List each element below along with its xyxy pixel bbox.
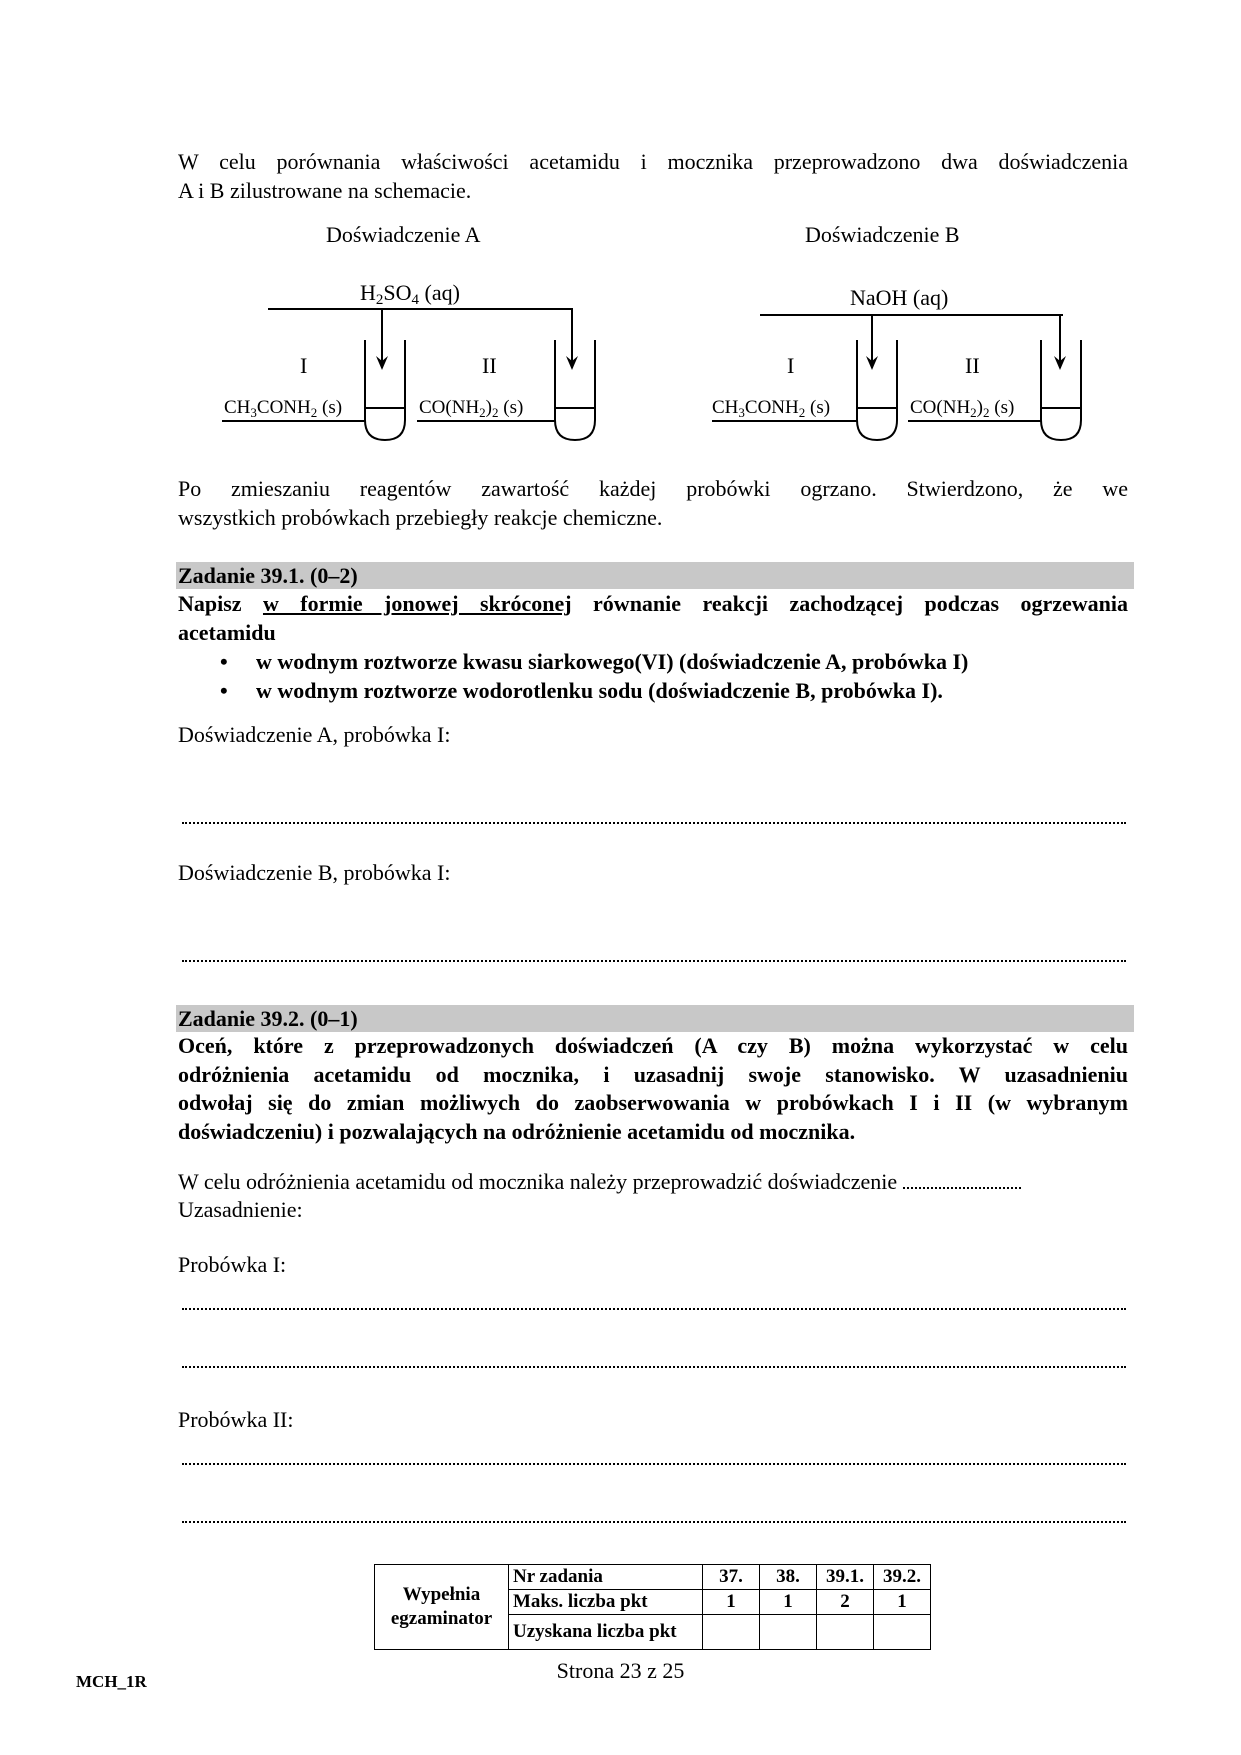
exp-a-tube-1-content: $CH_3CONH_2$ (s) bbox=[224, 397, 343, 420]
exp-b-tube-2-content: $CO(NH_2)_2$ (s) bbox=[910, 397, 1015, 420]
page-number: Strona 23 z 25 bbox=[556, 1658, 685, 1683]
exp-b-title: Doświadczenie B bbox=[805, 222, 960, 247]
task-number: 39.1. bbox=[817, 1565, 874, 1590]
task-39-2-heading: Zadanie 39.2. (0–1) bbox=[176, 1005, 1134, 1032]
exp-b-reagent: NaOH (aq) bbox=[850, 285, 949, 310]
exp-a-tube-2 bbox=[555, 340, 595, 440]
exp-a-tube-1-label: I bbox=[300, 353, 308, 378]
max-points: 1 bbox=[874, 1590, 931, 1615]
task-39-1-command bbox=[178, 589, 1128, 647]
task-number-label: Nr zadania bbox=[509, 1565, 703, 1590]
task-39-1-command-line-2: acetamidu bbox=[178, 620, 276, 645]
bullet-icon: • bbox=[220, 649, 228, 674]
exp-b-tube-1-label: I bbox=[787, 353, 795, 378]
tube-2-answer-line-1[interactable] bbox=[182, 1461, 1126, 1465]
intro-line-1: W celu porównania właściwości acetamidu i mocznika przeprowadzono dwa doświadczenia bbox=[178, 149, 1128, 174]
exp-b-tube-1-content: $CH_3CONH_2$ (s) bbox=[712, 397, 831, 420]
obtained-points-cell[interactable] bbox=[760, 1615, 817, 1650]
exp-a-tube-1 bbox=[365, 340, 405, 440]
score-table bbox=[374, 1564, 931, 1650]
exp-a-title: Doświadczenie A bbox=[326, 222, 481, 247]
task-number: 37. bbox=[703, 1565, 760, 1590]
justification-label: Uzasadnienie: bbox=[178, 1197, 303, 1222]
exp-a-tube-2-content: $CO(NH_2)_2$ (s) bbox=[419, 397, 524, 420]
observation-line-1: Po zmieszaniu reagentów zawartość każdej probówki ogrzano. Stwierdzono, że we bbox=[178, 476, 1128, 501]
experiment-choice-line: W celu odróżnienia acetamidu od mocznika należy przeprowadzić doświadczenie bbox=[178, 1167, 1021, 1196]
obtained-points-cell[interactable] bbox=[817, 1615, 874, 1650]
task-39-1-heading: Zadanie 39.1. (0–2) bbox=[176, 562, 1134, 589]
task-39-1-command-line-1: Napisz w formie jonowej skróconej równanie reakcji zachodzącej podczas ogrzewania bbox=[178, 591, 1129, 616]
tube-2-answer-line-2[interactable] bbox=[182, 1519, 1126, 1523]
bullet-icon: • bbox=[220, 678, 228, 703]
tube-1-answer-line-1[interactable] bbox=[182, 1306, 1126, 1310]
obtained-points-cell[interactable] bbox=[874, 1615, 931, 1650]
tube-1-label: Probówka I: bbox=[178, 1252, 287, 1277]
answer-line-b[interactable] bbox=[182, 958, 1126, 962]
experiment-diagram bbox=[0, 0, 1241, 460]
max-points: 1 bbox=[760, 1590, 817, 1615]
exp-a-reagent: H2SO4 (aq) bbox=[360, 280, 460, 308]
obtained-points-label: Uzyskana liczba pkt bbox=[509, 1615, 703, 1650]
obtained-points-cell[interactable] bbox=[703, 1615, 760, 1650]
max-points-label: Maks. liczba pkt bbox=[509, 1590, 703, 1615]
task-39-2-command: Oceń, które z przeprowadzonych doświadczeń (A czy B) można wykorzystać w celu odróżnienia acetamidu od mocznika, i uzasadnij swoje stanowisko. W uzasadnieniu odwołaj się do zmian możliwych do zaobserwowania w probówkach I i II (w wybranym doświadczeniu) i pozwalających na odróżnienie acetamidu od mocznika. bbox=[178, 1033, 1128, 1144]
task-number: 38. bbox=[760, 1565, 817, 1590]
tube-1-answer-line-2[interactable] bbox=[182, 1364, 1126, 1368]
answer-line-a[interactable] bbox=[182, 820, 1126, 824]
answer-label-b: Doświadczenie B, probówka I: bbox=[178, 860, 451, 885]
tube-2-label: Probówka II: bbox=[178, 1407, 294, 1432]
exam-code: MCH_1R bbox=[76, 1672, 147, 1691]
answer-label-a: Doświadczenie A, probówka I: bbox=[178, 722, 451, 747]
observation-line-2: wszystkich probówkach przebiegły reakcje chemiczne. bbox=[178, 505, 663, 530]
exp-a-tube-2-label: II bbox=[482, 353, 497, 378]
experiment-choice-blank[interactable] bbox=[903, 1185, 1021, 1189]
intro-line-2: A i B zilustrowane na schemacie. bbox=[178, 178, 472, 203]
exp-b-tube-2-label: II bbox=[965, 353, 980, 378]
examiner-cell: Wypełnia egzaminator bbox=[375, 1565, 509, 1650]
exp-b-tube-1 bbox=[857, 340, 897, 440]
task-number: 39.2. bbox=[874, 1565, 931, 1590]
max-points: 2 bbox=[817, 1590, 874, 1615]
max-points: 1 bbox=[703, 1590, 760, 1615]
observation-paragraph bbox=[178, 474, 1128, 532]
